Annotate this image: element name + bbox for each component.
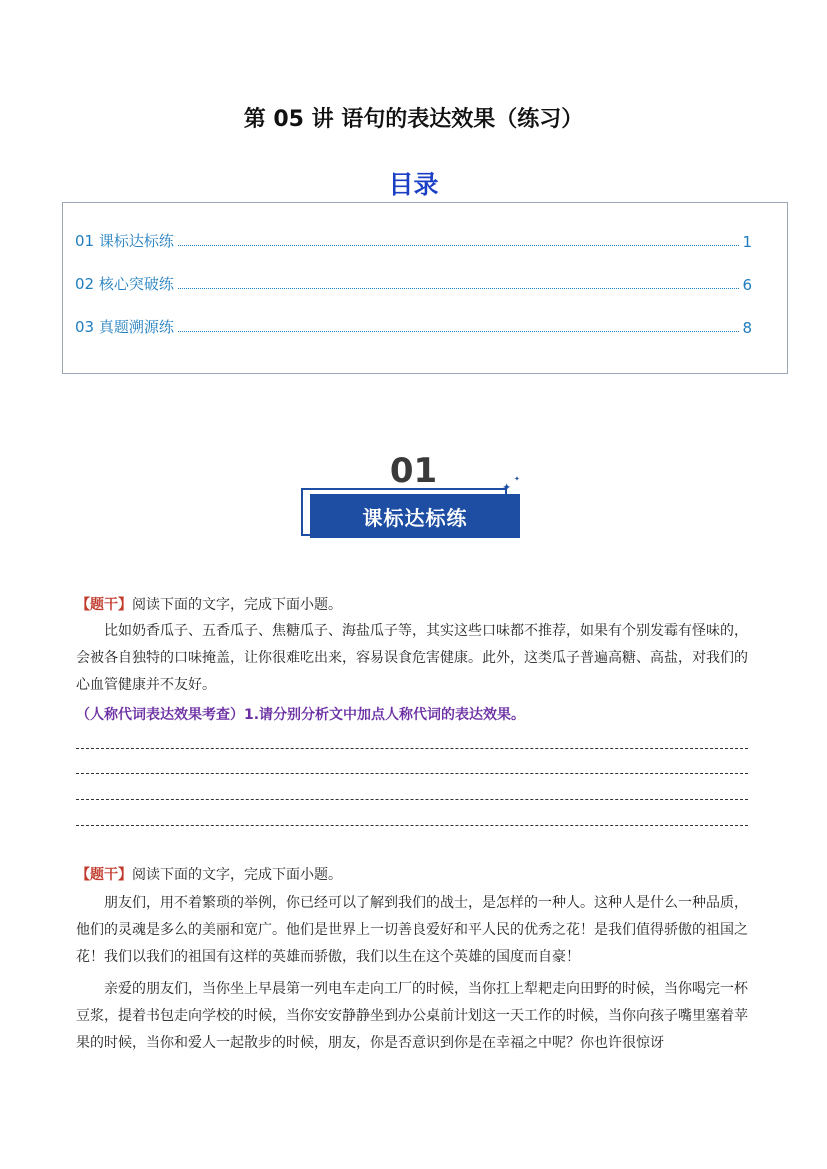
toc-item[interactable]	[75, 272, 752, 294]
stem-prompt: 阅读下面的文字，完成下面小题。	[132, 867, 342, 883]
section-banner	[298, 475, 530, 546]
question-2-passage-1: 朋友们，用不着繁琐的举例，你已经可以了解到我们的战士，是怎样的一种人。这种人是什么一种品质，他们的灵魂是多么的美丽和宽广。他们是世界上一切善良爱好和平人民的优秀之花！是我们值得骄傲的祖国之花！我们以我们的祖国有这样的英雄而骄傲，我们以生在这个英雄的国度而自豪！	[76, 895, 748, 965]
question-1-stem	[76, 592, 748, 618]
question-1-prompt: （人称代词表达效果考查）1.请分别分析文中加点人称代词的表达效果。	[76, 707, 526, 723]
toc-leader-dots	[178, 331, 740, 332]
stem-prompt: 阅读下面的文字，完成下面小题。	[132, 597, 342, 613]
toc-heading: 目录	[388, 170, 439, 199]
answer-line[interactable]	[76, 773, 748, 774]
answer-line[interactable]	[76, 799, 748, 800]
question-2-stem	[76, 862, 748, 888]
question-1-passage: 比如奶香瓜子、五香瓜子、焦糖瓜子、海盐瓜子等，其实这些口味都不推荐，如果有个别发霉有怪味的，会被各自独特的口味掩盖，让你很难吃出来，容易误食危害健康。此外，这类瓜子普遍高糖、高盐，对我们的心血管健康并不友好。	[76, 623, 748, 693]
sparkle-icon: ✦	[502, 481, 512, 494]
page-title: 第 05 讲 语句的表达效果（练习）	[243, 107, 584, 132]
toc-leader-dots	[178, 288, 740, 289]
toc-item-page[interactable]: 1	[742, 233, 752, 251]
toc-item-page[interactable]: 8	[742, 319, 752, 337]
toc-item-label[interactable]: 01 课标达标练	[75, 232, 174, 250]
question-2-passage-2: 亲爱的朋友们，当你坐上早晨第一列电车走向工厂的时候，当你扛上犁耙走向田野的时候，当你喝完一杯豆浆，提着书包走向学校的时候，当你安安静静坐到办公桌前计划这一天工作的时候，当你向孩子嘴里塞着苹果的时候，当你和爱人一起散步的时候，朋友，你是否意识到你是在幸福之中呢？你也许很惊讶	[76, 981, 748, 1051]
answer-line[interactable]	[76, 748, 748, 749]
toc-item-label[interactable]: 02 核心突破练	[75, 275, 174, 293]
stem-tag: 【题干】	[76, 597, 132, 613]
toc-leader-dots	[178, 245, 740, 246]
section-number: 01	[389, 451, 438, 491]
sparkle-small-icon: ✦	[514, 475, 520, 483]
section-banner-label: 课标达标练	[310, 494, 520, 538]
toc-item-page[interactable]: 6	[742, 276, 752, 294]
stem-tag: 【题干】	[76, 867, 132, 883]
toc-item-label[interactable]: 03 真题溯源练	[75, 318, 174, 336]
toc-item[interactable]	[75, 229, 752, 251]
toc-item[interactable]	[75, 315, 752, 337]
answer-line[interactable]	[76, 825, 748, 826]
table-of-contents	[62, 202, 788, 374]
